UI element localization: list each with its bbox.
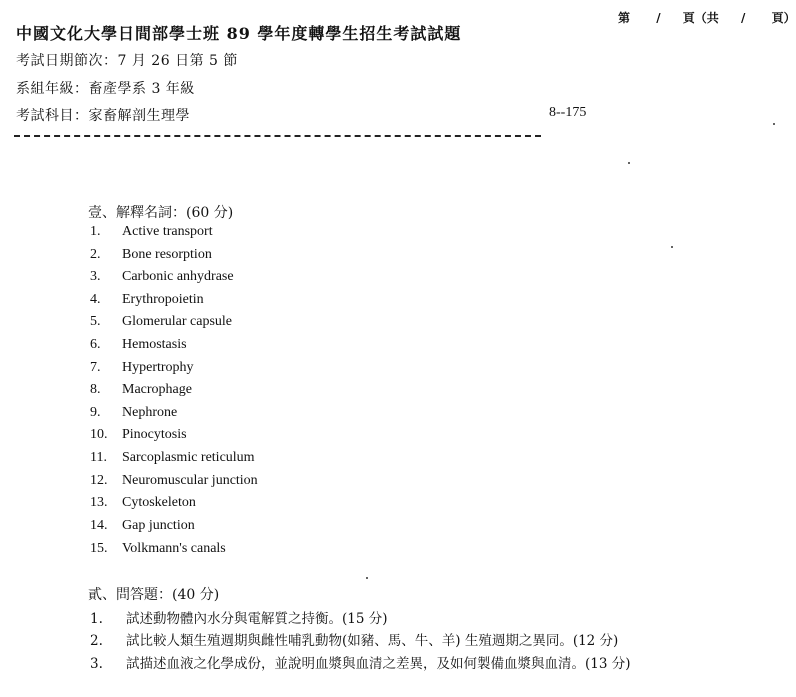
exam-code: 8--175 xyxy=(549,105,587,120)
header-divider xyxy=(14,135,541,137)
scan-speck xyxy=(773,123,775,125)
item-text: Macrophage xyxy=(122,382,192,397)
item-number: 8. xyxy=(90,382,101,397)
item-text: Erythropoietin xyxy=(122,292,204,307)
item-number: 5. xyxy=(90,314,101,329)
exam-title: 中國文化大學日間部學士班 89 學年度轉學生招生考試試題 xyxy=(16,24,462,43)
list-item xyxy=(90,382,192,398)
item-text: 試比較人類生殖週期與雌性哺乳動物(如豬、馬、牛、羊) 生殖週期之異同。(12 分) xyxy=(126,633,619,649)
item-number: 6. xyxy=(90,337,101,352)
item-text: Gap junction xyxy=(122,518,195,533)
list-item xyxy=(90,629,618,649)
list-item xyxy=(90,224,213,240)
item-text: Sarcoplasmic reticulum xyxy=(122,450,255,465)
item-number: 10. xyxy=(90,427,108,442)
page-indicator-part: 第 xyxy=(618,11,631,25)
list-item xyxy=(90,360,194,376)
section-heading: 貳、問答題：(40 分) xyxy=(88,587,220,603)
page-indicator-part: / xyxy=(740,11,746,25)
item-text: 試述動物體內水分與電解質之持衡。(15 分) xyxy=(126,611,388,627)
item-number: 1. xyxy=(90,611,103,627)
list-item xyxy=(90,473,258,489)
item-number: 2. xyxy=(90,247,101,262)
list-item xyxy=(90,292,204,308)
item-text: Hypertrophy xyxy=(122,360,194,375)
item-text: 試描述血液之化學成份，並說明血漿與血清之差異，及如何製備血漿與血清。(13 分) xyxy=(126,656,631,672)
item-number: 14. xyxy=(90,518,108,533)
item-number: 2. xyxy=(90,633,103,649)
list-item xyxy=(90,247,212,263)
page-indicator xyxy=(618,9,796,26)
list-item xyxy=(90,314,232,330)
list-item xyxy=(90,495,196,511)
item-number: 4. xyxy=(90,292,101,307)
item-number: 1. xyxy=(90,224,101,239)
department: 系組年級：畜產學系 3 年級 xyxy=(16,81,195,97)
list-item xyxy=(90,337,187,353)
list-item xyxy=(90,541,226,557)
item-number: 15. xyxy=(90,541,108,556)
item-number: 13. xyxy=(90,495,108,510)
item-number: 3. xyxy=(90,269,101,284)
item-text: Hemostasis xyxy=(122,337,187,352)
page-indicator-part: / xyxy=(656,11,661,25)
item-text: Bone resorption xyxy=(122,247,212,262)
item-number: 3. xyxy=(90,656,103,672)
scan-speck xyxy=(366,577,368,579)
item-text: Cytoskeleton xyxy=(122,495,196,510)
item-number: 11. xyxy=(90,450,107,465)
item-text: Volkmann's canals xyxy=(122,541,226,556)
list-item xyxy=(90,269,234,285)
item-text: Carbonic anhydrase xyxy=(122,269,234,284)
item-number: 7. xyxy=(90,360,101,375)
list-item xyxy=(90,607,388,627)
list-item xyxy=(90,427,187,443)
list-item xyxy=(90,652,631,672)
list-item xyxy=(90,450,255,466)
page-indicator-part: 頁） xyxy=(771,11,796,25)
item-text: Pinocytosis xyxy=(122,427,187,442)
item-number: 9. xyxy=(90,405,101,420)
exam-subject: 考試科目：家畜解剖生理學 xyxy=(16,108,190,124)
item-text: Glomerular capsule xyxy=(122,314,233,329)
item-text: Nephrone xyxy=(122,405,178,420)
section-heading: 壹、解釋名詞：(60 分) xyxy=(88,205,234,221)
page-indicator-part: 頁（共 xyxy=(682,11,719,25)
scan-speck xyxy=(671,246,673,248)
list-item xyxy=(90,518,195,534)
item-text: Neuromuscular junction xyxy=(122,473,258,488)
item-number: 12. xyxy=(90,473,108,488)
scan-speck xyxy=(628,162,630,164)
item-text: Active transport xyxy=(122,224,213,239)
exam-date: 考試日期節次：7 月 26 日第 5 節 xyxy=(16,53,238,69)
list-item xyxy=(90,405,177,421)
